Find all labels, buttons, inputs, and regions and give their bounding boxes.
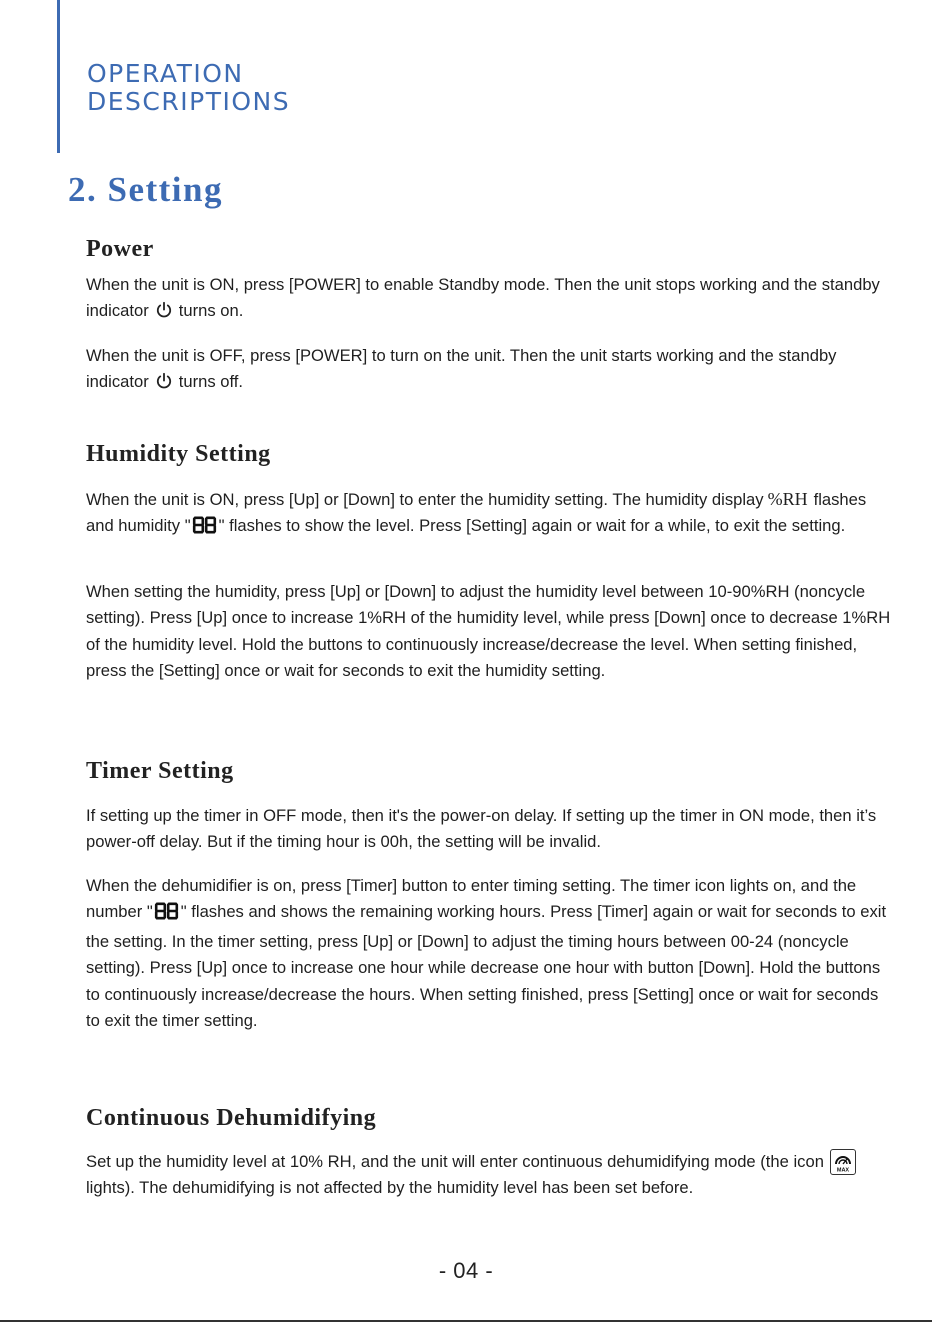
timer-paragraph-2 xyxy=(86,873,896,1034)
humidity-p1-text-b: flashes and humidity " xyxy=(86,490,867,536)
max-dehumidify-icon xyxy=(830,1149,856,1175)
power-p2-text-a: When the unit is OFF, press [POWER] to turn on the unit. Then the unit starts working and the standby indicator xyxy=(86,346,837,392)
power-icon xyxy=(155,301,173,327)
humidity-p1-text-a: When the unit is ON, press [Up] or [Down] to enter the humidity setting. The humidity display xyxy=(86,490,764,509)
continuous-heading: Continuous Dehumidifying xyxy=(86,1105,377,1131)
timer-p2-text-b: " flashes and shows the remaining working hours. Press [Timer] again or wait for seconds to exit the setting. In the timer setting, press [Up] or [Down] to adjust the timing hours between 00-24 (noncycle setting). Press [Up] once to increase one hour while decrease one hour with button [Down]. Hold the buttons to continuously increase/decrease the hours. When setting finished, press [Setting] once or wait for seconds to exit the timer setting. xyxy=(86,902,887,1031)
seven-segment-88-icon xyxy=(154,902,180,928)
power-paragraph-2 xyxy=(86,343,896,399)
power-p1-text-a: When the unit is ON, press [POWER] to enable Standby mode. Then the unit stops working and the standby indicator xyxy=(86,275,880,321)
continuous-p1-text-b: lights). The dehumidifying is not affected by the humidity level has been set before. xyxy=(86,1178,694,1198)
bottom-rule xyxy=(0,1320,932,1322)
max-icon-label: MAX xyxy=(836,1167,850,1174)
humidity-p1-text-c: " flashes to show the level. Press [Setting] again or wait for a while, to exit the setting. xyxy=(218,516,846,536)
humidity-paragraph-1 xyxy=(86,486,896,543)
page-number: - 04 - xyxy=(438,1258,494,1283)
continuous-paragraph xyxy=(86,1149,896,1202)
power-heading: Power xyxy=(86,236,154,262)
continuous-p1-text-a: Set up the humidity level at 10% RH, and the unit will enter continuous dehumidifying mode (the icon xyxy=(86,1152,824,1171)
power-p1-text-b: turns on. xyxy=(178,301,244,321)
timer-heading: Timer Setting xyxy=(86,758,234,784)
timer-paragraph-1: If setting up the timer in OFF mode, then it's the power-on delay. If setting up the timer in ON mode, then it’s power-off delay. But if the timing hour is 00h, the setting will be invalid. xyxy=(86,806,877,852)
humidity-paragraph-2: When setting the humidity, press [Up] or [Down] to adjust the humidity level between 10-90%RH (noncycle setting). Press [Up] once to increase 1%RH of the humidity level, while press [Down] once to decrease 1%RH of the humidity level. Hold the buttons to continuously increase/decrease the level. When setting finished, press the [Setting] once or wait for seconds to exit the humidity setting. xyxy=(86,582,891,681)
power-icon xyxy=(155,372,173,398)
header-accent-line xyxy=(57,0,60,153)
humidity-heading: Humidity Setting xyxy=(86,441,271,467)
power-paragraph-1 xyxy=(86,272,896,328)
page-header xyxy=(87,60,290,116)
rh-label: %RH xyxy=(767,489,808,509)
header-line-2: DESCRIPTIONS xyxy=(87,87,291,116)
header-line-1: OPERATION xyxy=(87,59,244,88)
section-title: 2. Setting xyxy=(68,170,223,209)
seven-segment-88-icon xyxy=(192,516,218,542)
power-p2-text-b: turns off. xyxy=(178,372,243,392)
timer-p2-text-a: When the dehumidifier is on, press [Timer] button to enter timing setting. The timer icon lights on, and the number " xyxy=(86,876,857,922)
